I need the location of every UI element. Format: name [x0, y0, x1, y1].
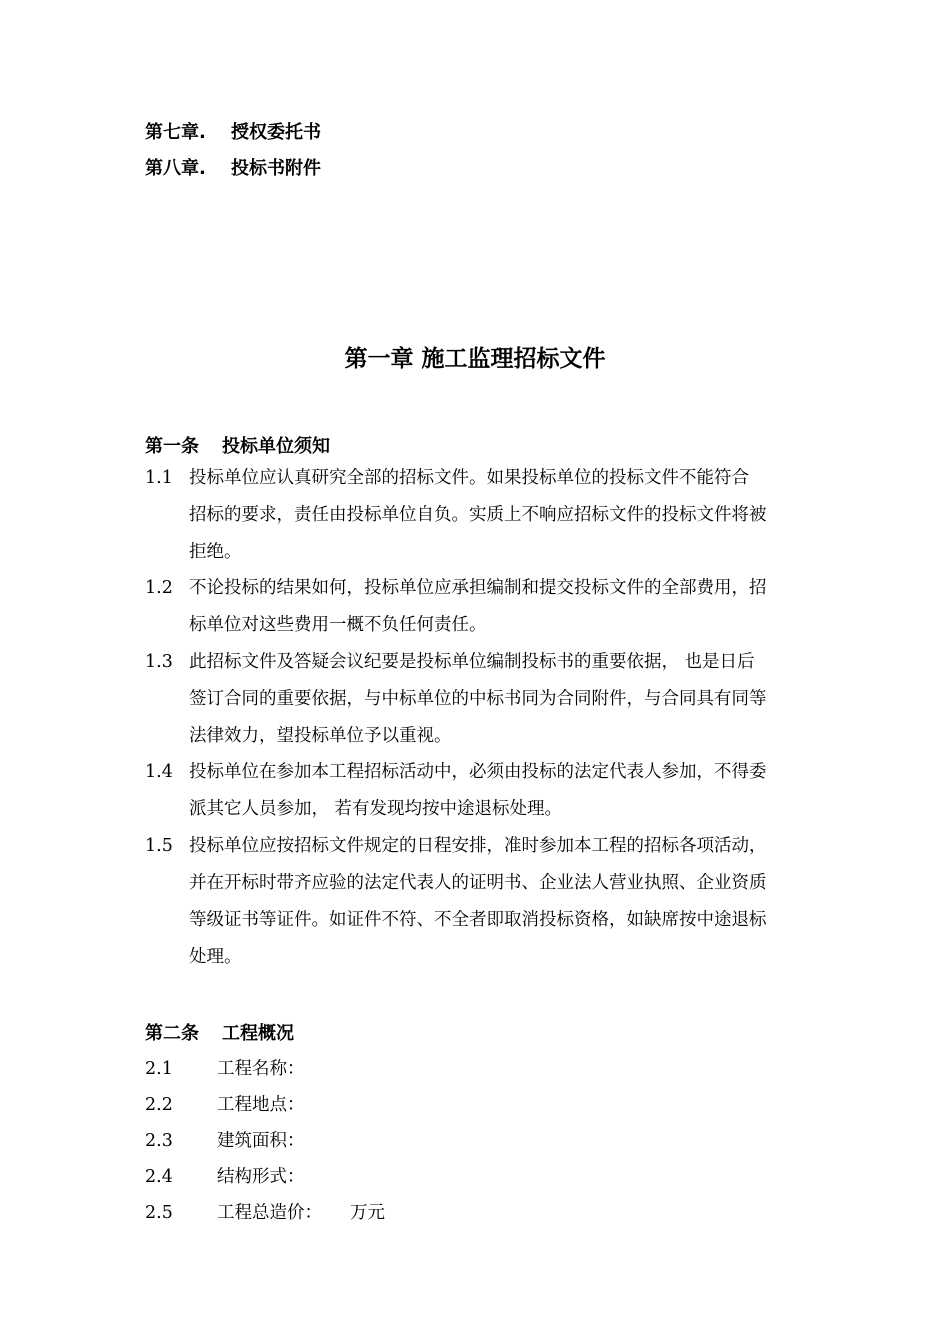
section-number: 第一条	[145, 436, 199, 457]
item-value: 万元	[350, 1203, 385, 1223]
clause-line: 并在开标时带齐应验的法定代表人的证明书、企业法人营业执照、企业资质	[189, 873, 767, 893]
item-label: 工程总造价：	[217, 1203, 322, 1223]
clause-line: 等级证书等证件。如证件不符、不全者即取消投标资格，如缺席按中途退标	[189, 910, 767, 930]
clause-line: 招标的要求，责任由投标单位自负。实质上不响应招标文件的投标文件将被	[189, 505, 767, 525]
toc-chapter-number: 第八章.	[145, 158, 206, 179]
clause-1-4	[145, 754, 815, 828]
project-item-location	[145, 1091, 333, 1116]
item-number: 2.5	[145, 1203, 173, 1223]
section-title: 工程概况	[222, 1023, 294, 1044]
clause-number: 1.1	[145, 468, 173, 488]
toc-line-8	[145, 154, 321, 180]
section-number: 第二条	[145, 1023, 199, 1044]
toc-chapter-title: 授权委托书	[231, 122, 321, 143]
section-title: 投标单位须知	[222, 436, 330, 457]
clause-line: 签订合同的重要依据，与中标单位的中标书同为合同附件，与合同具有同等	[189, 689, 767, 709]
item-number: 2.1	[145, 1059, 173, 1079]
project-item-structure	[145, 1163, 333, 1188]
clause-line: 拒绝。	[189, 542, 242, 562]
clause-number: 1.2	[145, 578, 173, 598]
item-label: 建筑面积：	[217, 1131, 305, 1151]
project-item-name	[145, 1055, 333, 1080]
clause-line: 标单位对这些费用一概不负任何责任。	[189, 615, 487, 635]
section-heading-2	[145, 1019, 294, 1045]
item-number: 2.2	[145, 1095, 173, 1115]
clause-number: 1.3	[145, 652, 173, 672]
clause-number: 1.4	[145, 762, 173, 782]
toc-line-7	[145, 118, 321, 144]
clause-number: 1.5	[145, 836, 173, 856]
item-number: 2.4	[145, 1167, 173, 1187]
clause-1-5	[145, 828, 815, 976]
project-item-cost	[145, 1199, 385, 1224]
clause-line: 此招标文件及答疑会议纪要是投标单位编制投标书的重要依据， 也是日后	[189, 652, 755, 672]
project-item-area	[145, 1127, 333, 1152]
section-heading-1	[145, 432, 330, 458]
item-label: 工程名称：	[217, 1059, 305, 1079]
toc-chapter-number: 第七章.	[145, 122, 206, 143]
clause-line: 投标单位应认真研究全部的招标文件。如果投标单位的投标文件不能符合	[189, 468, 749, 488]
clause-line: 处理。	[189, 947, 242, 967]
clause-1-2	[145, 570, 815, 644]
chapter-title: 第一章 施工监理招标文件	[344, 346, 606, 372]
clause-line: 法律效力，望投标单位予以重视。	[189, 726, 452, 746]
clause-1-3	[145, 644, 815, 755]
item-label: 工程地点：	[217, 1095, 305, 1115]
toc-chapter-title: 投标书附件	[231, 158, 321, 179]
clause-line: 派其它人员参加， 若有发现均按中途退标处理。	[189, 799, 563, 819]
clause-1-1	[145, 460, 815, 571]
item-number: 2.3	[145, 1131, 173, 1151]
clause-line: 不论投标的结果如何，投标单位应承担编制和提交投标文件的全部费用，招	[189, 578, 767, 598]
clause-line: 投标单位应按招标文件规定的日程安排，准时参加本工程的招标各项活动，	[189, 836, 767, 856]
item-label: 结构形式：	[217, 1167, 305, 1187]
clause-line: 投标单位在参加本工程招标活动中，必须由投标的法定代表人参加，不得委	[189, 762, 767, 782]
